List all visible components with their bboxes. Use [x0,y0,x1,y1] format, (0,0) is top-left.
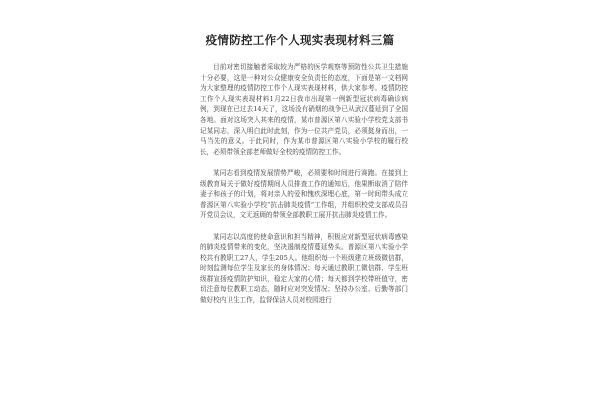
paragraph-1: 目前对密切接触者采取较为严格的医学观察等预防性公共卫生措施十分必要，这是一种对公众健康安全负责任的态度，下面是第一文档网为大家整理的疫情防控工作个人现实表现材料，供大家参考。疫情防控工作个人现实表现材料1月22日我市出现第一例新型冠状病毒确诊病例，到现在已过去14天了，这场没有硝烟的战争已从武汉蔓延到了全国各地。面对这场突入其来的疫情，某市普源区第八实验小学校党支部书记某同志，深入明白此时此刻，作为一位共产党员，必须挺身而出，一马当先的意义。于此同时，作为某市普源区第八实验小学校的履行校长，必须带领全部老师做好全校的疫情防控工作。 [200,63,408,156]
paragraph-3: 某同志以高度的使命意识和担当精神，积极应对新型冠状病毒感染的肺炎疫情带来的变化，坚决遏制疫情蔓延势头。普源区第八实验小学校共有教职工27人，学生205人。他组织每一个班级建立班级微信群，时刻监测每位学生及家长的身体情况；每天通过教职工微信群、学生班级群宣扬疫情防护知识，稳定大家的心情；每天都到学校带班值守，密切注意每位教职工动态，随时应对突发情况；坚持办公室、后勤等部门做好校内卫生工作，监督保洁人员对校园进行 [200,232,408,305]
document-body [200,62,408,306]
paragraph-2: 某同志看到疫情发展情势严峻，必须要和时间进行赛跑。在接到上级教育局关于做好疫情期间人员排查工作的通知后，他果断取消了陪伴妻子和孩子的计划，将对亲人的爱和愧疚深埋心底，第一时间带头成立普源区第八实验小学校“抗击肺炎疫情”工作组，并组织校党支部成员召开党员会议，文无返顾的带领全部教职工展开抗击肺炎疫情工作。 [200,168,408,220]
document-title: 疫情防控工作个人现实表现材料三篇 [205,33,395,47]
